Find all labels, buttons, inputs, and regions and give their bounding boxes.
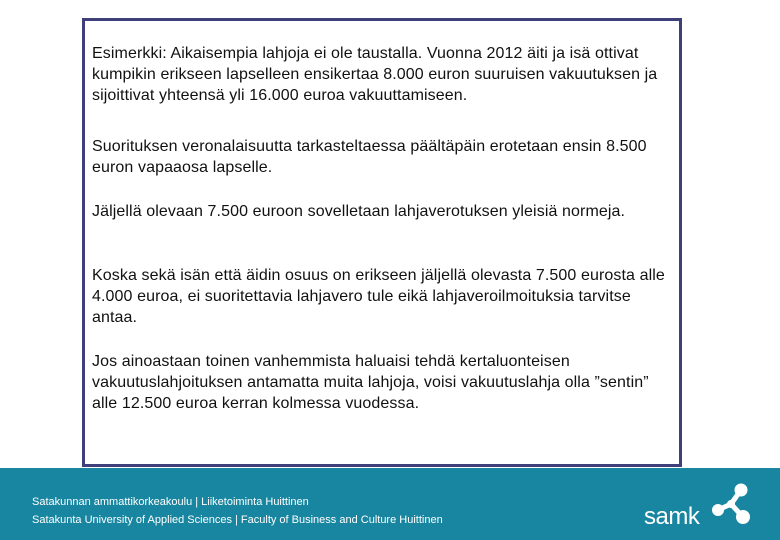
paragraph-parents-share: Koska sekä isän että äidin osuus on erikseen jäljellä olevasta 7.500 eurosta alle 4.000 euroa, ei suoritettavia lahjavero tule eikä lahjaveroilmoituksia tarvitse antaa. xyxy=(92,267,665,326)
samk-logo-text: samk xyxy=(644,503,700,530)
paragraph-example: Esimerkki: Aikaisempia lahjoja ei ole taustalla. Vuonna 2012 äiti ja isä ottivat kumpikin erikseen lapselleen ensikertaa 8.000 euron suuruisen vakuutuksen ja sijoittivat yhteensä yli 16.000 euroa vakuuttamiseen. xyxy=(92,45,658,104)
content-box xyxy=(82,18,682,467)
footer-institution-fi: Satakunnan ammattikorkeakoulu | Liiketoiminta Huittinen xyxy=(32,496,309,508)
samk-logo-icon xyxy=(708,480,754,528)
paragraph-single-parent: Jos ainoastaan toinen vanhemmista haluaisi tehdä kertaluonteisen vakuutuslahjoituksen antamatta muita lahjoja, voisi vakuutuslahja olla ”sentin” alle 12.500 euroa kerran kolmessa vuodessa. xyxy=(92,353,649,412)
paragraph-tax-exemption: Suorituksen veronalaisuutta tarkasteltaessa päältäpäin erotetaan ensin 8.500 euron vapaaosa lapselle. xyxy=(92,138,647,176)
paragraph-remaining-amount: Jäljellä olevaan 7.500 euroon sovelletaan lahjaverotuksen yleisiä normeja. xyxy=(92,203,626,220)
footer-bar xyxy=(0,468,780,540)
footer-institution-en: Satakunta University of Applied Sciences | Faculty of Business and Culture Huittinen xyxy=(32,514,443,526)
